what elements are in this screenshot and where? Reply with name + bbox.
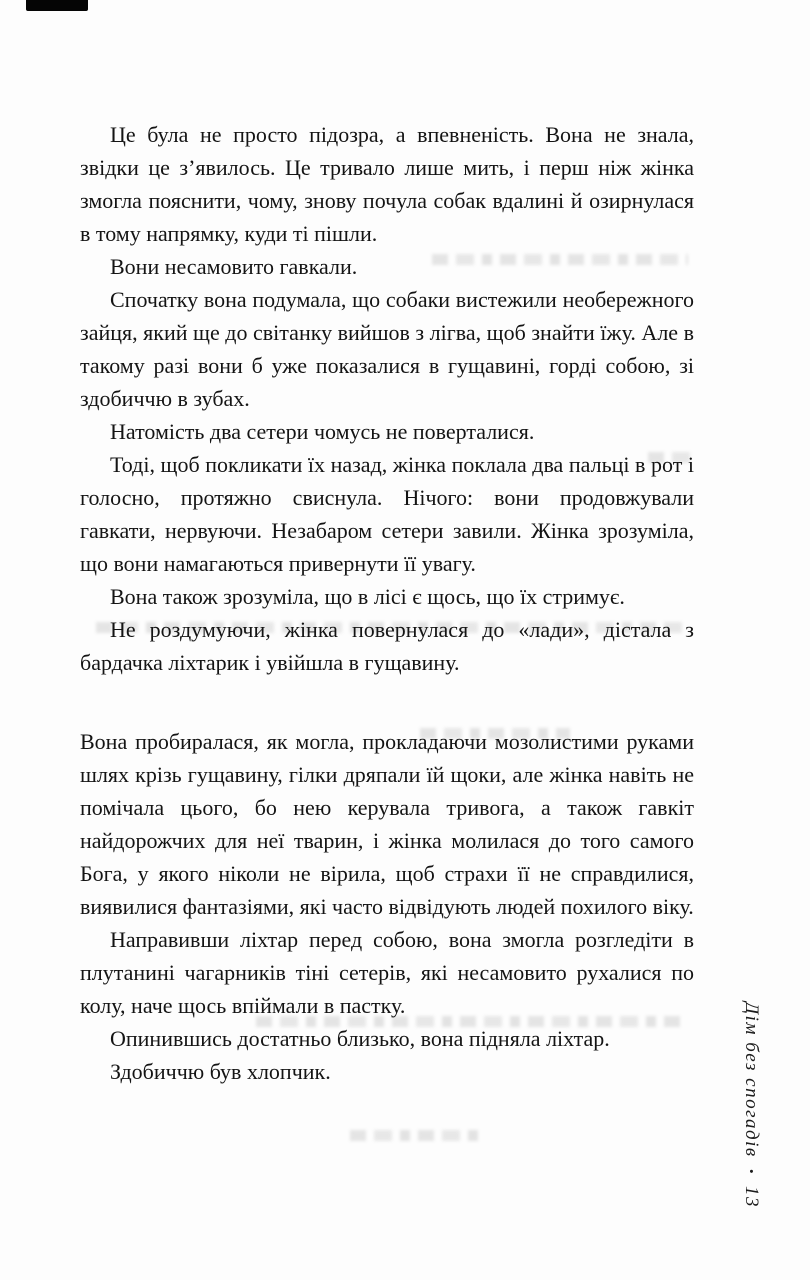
paragraph: Вони несамовито гавкали. (110, 254, 358, 279)
section-one (80, 118, 694, 679)
scan-artifact (26, 0, 88, 11)
paragraph: Вона також зрозуміла, що в лісі є щось, що їх стримує. (110, 584, 625, 609)
paragraph: Здобиччю був хлопчик. (110, 1059, 331, 1084)
bleed-through-artifact (350, 1130, 480, 1141)
section-two (80, 725, 694, 1088)
paragraph: Вона пробиралася, як могла, прокладаючи мозолистими руками шлях крізь гущавину, гілки дряпали їй щоки, але жінка навіть не помічала цього, бо нею керувала тривога, а також гавкіт найдорожчих для неї тварин, і жінка молилася до того самого Бога, у якого ніколи не вірила, щоб страхи її не справдилися, виявилися фантазіями, які часто відвідують людей похилого віку. (80, 729, 694, 919)
running-footer (740, 1002, 762, 1208)
running-title: Дім без спогадів (741, 1001, 762, 1158)
text-block (80, 118, 694, 1088)
paragraph: Не роздумуючи, жінка повернулася до «лади», дістала з бардачка ліхтарик і увійшла в гущавину. (80, 617, 694, 675)
page-number: 13 (741, 1186, 762, 1208)
separator-bullet: • (744, 1169, 759, 1174)
paragraph: Спочатку вона подумала, що собаки вистежили необережного зайця, який ще до світанку вийшов з лігва, щоб знайти їжу. Але в такому разі вони б уже показалися в гущавині, горді собою, зі здобиччю в зубах. (80, 287, 694, 411)
paragraph: Направивши ліхтар перед собою, вона змогла розгледіти в плутанині чагарників тіні сетерів, які несамовито рухалися по колу, наче щось впіймали в пастку. (80, 927, 694, 1018)
paragraph: Це була не просто підозра, а впевненість. Вона не знала, звідки це з’явилось. Це тривало лише мить, і перш ніж жінка змогла пояснити, чому, знову почула собак вдалині й озирнулася в тому напрямку, куди ті пішли. (80, 122, 694, 246)
paragraph: Тоді, щоб покликати їх назад, жінка поклала два пальці в рот і голосно, протяжно свиснула. Нічого: вони продовжували гавкати, нервуючи. Незабаром сетери завили. Жінка зрозуміла, що вони намагаються привернути її увагу. (80, 452, 694, 576)
paragraph: Опинившись достатньо близько, вона підняла ліхтар. (110, 1026, 610, 1051)
paragraph: Натомість два сетери чомусь не поверталися. (110, 419, 535, 444)
